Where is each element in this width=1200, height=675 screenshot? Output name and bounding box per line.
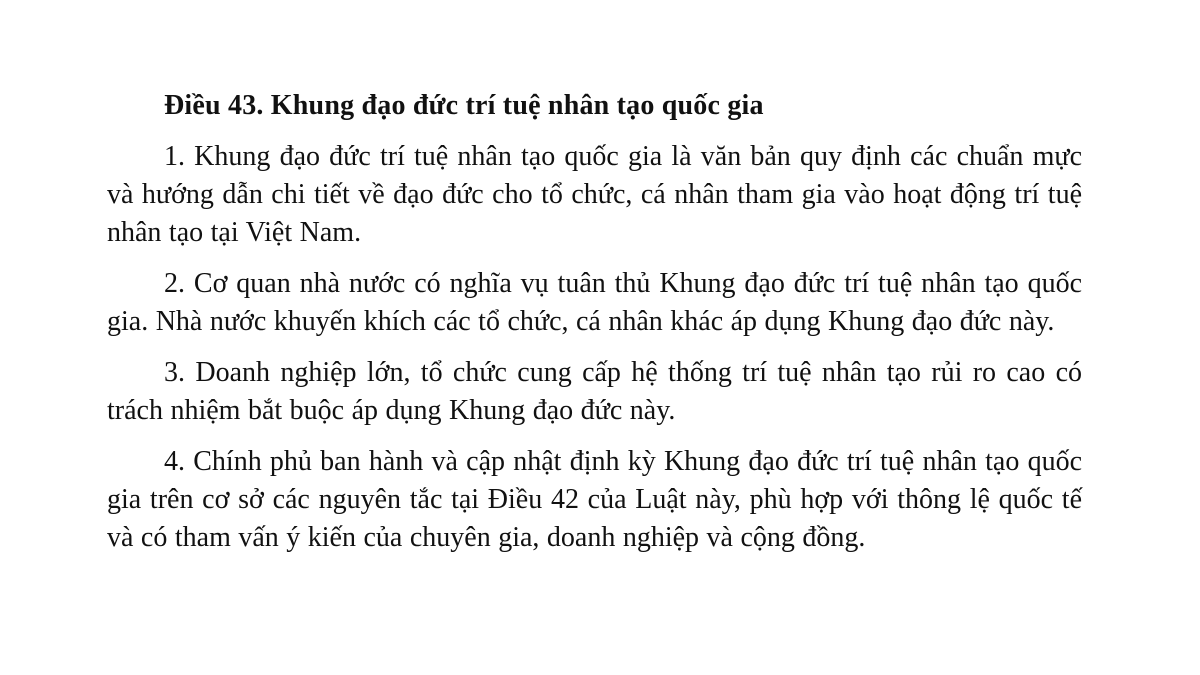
article-clause-2: 2. Cơ quan nhà nước có nghĩa vụ tuân thủ Khung đạo đức trí tuệ nhân tạo quốc gia. Nhà nước khuyến khích các tổ chức, cá nhân khác áp dụng Khung đạo đức này.	[107, 268, 1082, 337]
article-heading: Điều 43. Khung đạo đức trí tuệ nhân tạo quốc gia	[164, 90, 764, 121]
article-clause-3: 3. Doanh nghiệp lớn, tổ chức cung cấp hệ thống trí tuệ nhân tạo rủi ro cao có trách nhiệm bắt buộc áp dụng Khung đạo đức này.	[107, 357, 1082, 426]
article-clause-1: 1. Khung đạo đức trí tuệ nhân tạo quốc gia là văn bản quy định các chuẩn mực và hướng dẫn chi tiết về đạo đức cho tổ chức, cá nhân tham gia vào hoạt động trí tuệ nhân tạo tại Việt Nam.	[107, 141, 1082, 248]
article-clause-4: 4. Chính phủ ban hành và cập nhật định kỳ Khung đạo đức trí tuệ nhân tạo quốc gia trên cơ sở các nguyên tắc tại Điều 42 của Luật này, phù hợp với thông lệ quốc tế và có tham vấn ý kiến của chuyên gia, doanh nghiệp và cộng đồng.	[107, 446, 1082, 553]
